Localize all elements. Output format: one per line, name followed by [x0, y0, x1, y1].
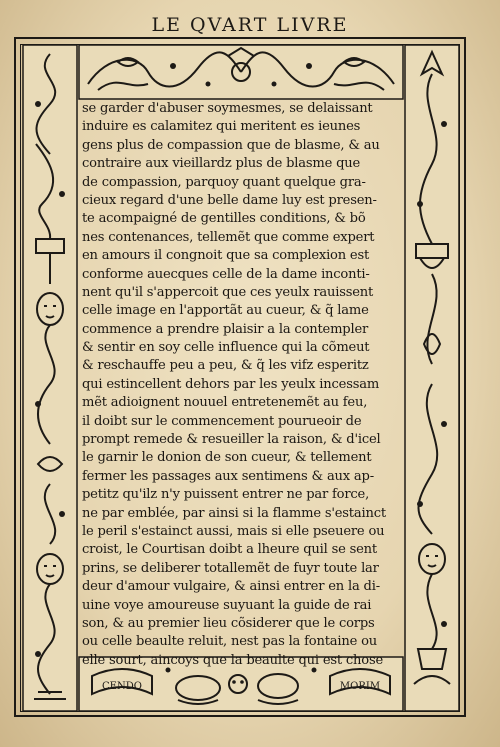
text-line: il doibt sur le commencement pourueoir de [82, 413, 362, 429]
text-line: nes contenances, tellemẽt que comme expert [82, 229, 375, 245]
text-line: & sentir en soy celle influence qui la cõmeut [82, 340, 370, 356]
text-line: commence a prendre plaisir a la contempler [82, 321, 369, 337]
text-line: nent qu'il s'appercoit que ces yeulx rauissent [82, 284, 374, 300]
body-text [82, 100, 402, 668]
right-ornament-column [404, 44, 460, 712]
running-head: LE QVART LIVRE [151, 14, 349, 36]
text-line: prins, se deliberer totallemẽt de fuyr toute lar [82, 560, 379, 576]
text-line: ou celle beaulte reluit, nest pas la fontaine ou [82, 634, 378, 650]
text-line: de compassion, parquoy quant quelque gra- [82, 174, 366, 190]
text-line: & reschauffe peu a peu, & q̃ les vifz esperitz [82, 358, 369, 374]
text-line: cieux regard d'une belle dame luy est presen- [82, 192, 377, 208]
text-line: mẽt adioignent nouuel entretenemẽt au feu, [82, 395, 368, 411]
text-line: uine voye amoureuse suyuant la guide de rai [82, 597, 372, 613]
text-line: croist, le Courtisan doibt a lheure quil se sent [82, 542, 377, 558]
right-scroll-label: MORIM [339, 681, 381, 692]
text-line: le garnir le donion de son cueur, & tellement [82, 450, 372, 466]
left-scroll-label: CENDO [102, 681, 142, 692]
text-line: petitz qu'ilz n'y puissent entrer ne par force, [82, 487, 370, 503]
text-line: te acompaigné de gentilles conditions, & bõ [82, 211, 366, 227]
left-ornament-column [22, 44, 78, 712]
text-line: conforme auecques celle de la dame inconti- [82, 266, 370, 282]
top-ornament-band [78, 44, 404, 100]
text-line: deur d'amour vulgaire, & ainsi entrer en la di- [82, 579, 380, 595]
text-line: fermer les passages aux sentimens & aux ap- [82, 468, 374, 484]
text-line: qui estincellent dehors par les yeulx incessam [82, 376, 380, 392]
text-line: celle image en l'apportãt au cueur, & q̃ lame [82, 303, 369, 319]
text-line: induire es calamitez qui meritent es ieunes [82, 119, 361, 135]
text-line: ne par emblée, par ainsi si la flamme s'estainct [82, 505, 386, 521]
text-line: gens plus de compassion que de blasme, & au [82, 137, 380, 153]
text-line: contraire aux vieillardz plus de blasme que [82, 156, 361, 172]
text-line: se garder d'abuser soymesmes, se delaissant [82, 101, 373, 116]
text-line: son, & au premier lieu cõsiderer que le corps [82, 615, 375, 631]
text-line: prompt remede & resueiller la raison, & d'icel [82, 432, 381, 448]
text-line: le peril s'estainct aussi, mais si elle pseuere ou [82, 523, 385, 539]
text-line: elle sourt, aincoys que la beaulte qui est chose [82, 652, 384, 668]
text-line: en amours il congnoit que sa complexion est [82, 248, 370, 264]
